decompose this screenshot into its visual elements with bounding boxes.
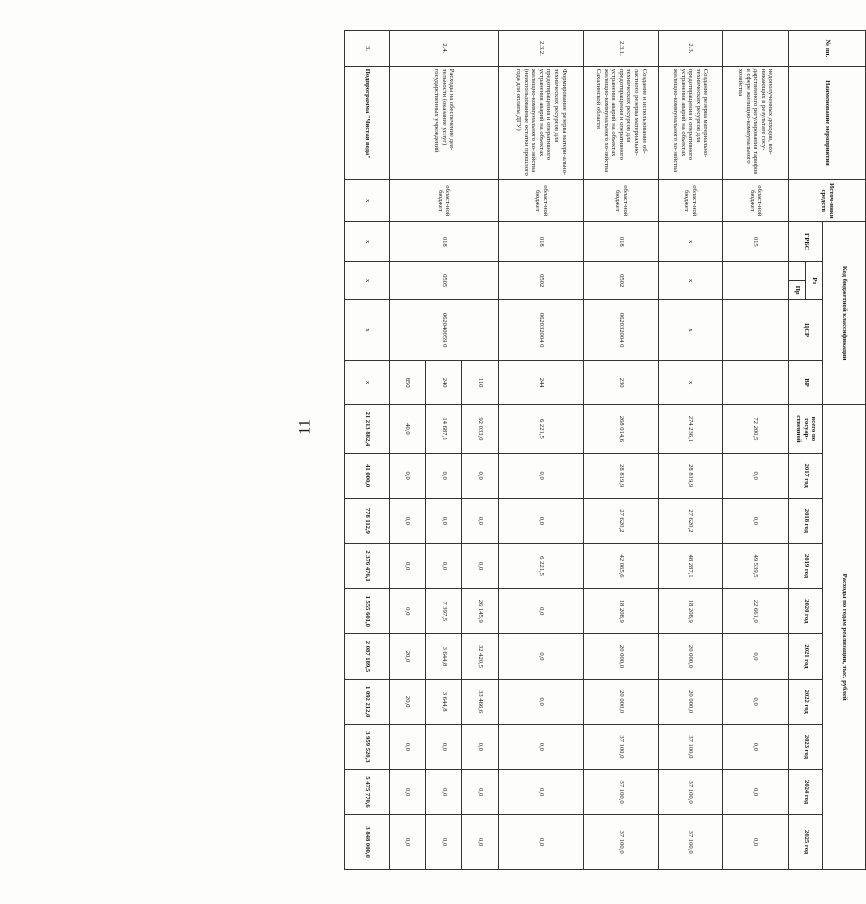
cell-value: 0,0 (722, 498, 788, 543)
cell-value: 26 145,9 (462, 589, 498, 634)
cell-grbs: 018 (584, 222, 659, 262)
header-rz-empty (789, 262, 806, 281)
header-year: 2020 год (789, 589, 823, 634)
cell-source: област-ной бюджет (658, 180, 722, 222)
cell-num: 3. (345, 31, 390, 67)
cell-value: 0,0 (389, 589, 425, 634)
header-year: 2021 год (789, 634, 823, 679)
cell-vr (722, 361, 788, 405)
cell-rzpr: 0505 (389, 262, 498, 300)
cell-value: 0,0 (498, 498, 583, 543)
cell-value: 28 819,9 (584, 453, 659, 498)
cell-value: 0,0 (426, 543, 462, 588)
cell-value: 18 208,9 (658, 589, 722, 634)
cell-value: 2 376 476,1 (345, 543, 390, 588)
table-row (722, 31, 788, 870)
cell-total: 6 221,5 (498, 405, 583, 453)
cell-value: 0,0 (498, 589, 583, 634)
cell-value: 0,0 (498, 815, 583, 870)
cell-value: 20 000,0 (584, 634, 659, 679)
cell-value: 37 100,0 (658, 724, 722, 769)
cell-value: 37 100,0 (584, 815, 659, 870)
cell-value: 27 620,2 (584, 498, 659, 543)
cell-name: Расходы на обеспечение дея-тельности (оказание услуг) государственных учреждений (389, 66, 498, 180)
header-year: 2018 год (789, 498, 823, 543)
header-rz: Рз (806, 262, 823, 300)
cell-source: х (345, 180, 390, 222)
cell-value: 37 100,0 (658, 815, 722, 870)
table-row (498, 31, 583, 870)
cell-total: 72 200,5 (722, 405, 788, 453)
cell-value: 3 848 000,0 (345, 815, 390, 870)
header-csr: ЦСР (789, 300, 823, 361)
cell-value: 0,0 (426, 498, 462, 543)
cell-value: 33 466,6 (462, 679, 498, 724)
header-vr: ВР (789, 361, 823, 405)
header-year: 2023 год (789, 724, 823, 769)
header-source: Источ-ники средств (789, 180, 866, 222)
cell-value: 0,0 (389, 769, 425, 814)
cell-num: 2.3.1. (584, 31, 659, 67)
cell-rzpr (722, 262, 788, 300)
cell-num: 2.4. (389, 31, 498, 67)
cell-num: 2.3.2. (498, 31, 583, 67)
cell-source: област-ной бюджет (722, 180, 788, 222)
cell-name: Формирование резерва матери-ально-технических ресурсов для предотвращения и оперативного устранения аварий на объектах жилищно-коммунального хо-зяйства (неиспользованные остатки прошлого года для оплаты ДГУ) (498, 66, 583, 180)
cell-value: 0,0 (498, 453, 583, 498)
cell-value: 0,0 (498, 634, 583, 679)
cell-value: 0,0 (389, 453, 425, 498)
cell-value: 22 661,0 (722, 589, 788, 634)
table-row (345, 31, 390, 870)
cell-csr (722, 300, 788, 361)
cell-grbs: х (658, 222, 722, 262)
cell-value: 20 000,0 (584, 679, 659, 724)
cell-value: 0,0 (722, 724, 788, 769)
cell-value: 0,0 (389, 498, 425, 543)
cell-value: 0,0 (722, 453, 788, 498)
cell-name: недополученных доходов, воз-никающих в результате госу-дарственного регулирования тарифов в сфере жилищно-коммунального хозяйства (722, 66, 788, 180)
cell-value: 18 208,9 (584, 589, 659, 634)
cell-value: 6 221,5 (498, 543, 583, 588)
header-year: 2017 год (789, 453, 823, 498)
cell-value: 37 100,0 (658, 769, 722, 814)
cell-value: 0,0 (722, 679, 788, 724)
cell-vr: 110 (462, 361, 498, 405)
cell-rzpr: х (345, 262, 390, 300)
cell-value: 0,0 (462, 498, 498, 543)
cell-value: 37 100,0 (584, 769, 659, 814)
cell-value: 5 475 770,6 (345, 769, 390, 814)
cell-value: 0,0 (462, 543, 498, 588)
cell-total: 40,0 (389, 405, 425, 453)
cell-grbs: 018 (389, 222, 498, 262)
header-grbs: ГРБС (789, 222, 823, 262)
cell-value: 3 644,8 (426, 634, 462, 679)
cell-value: 778 112,9 (345, 498, 390, 543)
budget-table-wrapper (344, 30, 866, 870)
cell-rzpr: 0502 (498, 262, 583, 300)
cell-value: 20,0 (389, 679, 425, 724)
cell-csr: 062032004 0 (498, 300, 583, 361)
header-year: 2022 год (789, 679, 823, 724)
cell-value: 27 620,2 (658, 498, 722, 543)
cell-csr: 062040059 0 (389, 300, 498, 361)
cell-source: област-ной бюджет (498, 180, 583, 222)
cell-source: област-ной бюджет (584, 180, 659, 222)
cell-value: 0,0 (498, 769, 583, 814)
table-row (658, 31, 722, 870)
cell-value: 0,0 (722, 769, 788, 814)
page-number: 11 (296, 419, 314, 435)
cell-value: 3 644,8 (426, 679, 462, 724)
cell-value: 37 100,0 (584, 724, 659, 769)
cell-grbs: 018 (498, 222, 583, 262)
cell-value: 1 555 601,0 (345, 589, 390, 634)
cell-value: 32 420,5 (462, 634, 498, 679)
cell-csr: х (658, 300, 722, 361)
cell-value: 20,0 (389, 634, 425, 679)
budget-table (344, 30, 866, 870)
cell-total: 21 213 882,4 (345, 405, 390, 453)
cell-value: 2 087 189,5 (345, 634, 390, 679)
cell-value: 41 000,0 (345, 453, 390, 498)
cell-value: 20 000,0 (658, 634, 722, 679)
cell-num (722, 31, 788, 67)
cell-value: 0,0 (389, 724, 425, 769)
cell-vr: 230 (584, 361, 659, 405)
cell-value: 0,0 (462, 769, 498, 814)
cell-name: Подпрограмма "Чистая вода" (345, 66, 390, 180)
cell-value: 0,0 (722, 634, 788, 679)
cell-source: област-ной бюджет (389, 180, 498, 222)
header-name: Наименование мероприятия (789, 66, 866, 180)
cell-total: 268 014,6 (584, 405, 659, 453)
header-year: 2025 год (789, 815, 823, 870)
cell-value: 0,0 (462, 724, 498, 769)
cell-value: 7 397,5 (426, 589, 462, 634)
cell-value: 0,0 (462, 815, 498, 870)
cell-value: 0,0 (426, 724, 462, 769)
cell-value: 0,0 (426, 769, 462, 814)
cell-name: Создание и использование об-ластного резерва материально-технических ресурсов для предотвращения и оперативного устранения аварий на объектах жилищно-коммунального хо-зяйства Сахалинской области (584, 66, 659, 180)
cell-total: 92 033,0 (462, 405, 498, 453)
header-budget-code: Код бюджетной классификации (823, 222, 866, 405)
cell-total: 274 236,1 (658, 405, 722, 453)
cell-value: 0,0 (498, 724, 583, 769)
cell-vr: 240 (426, 361, 462, 405)
cell-vr: х (345, 361, 390, 405)
header-total: всего по госуар-ственной (789, 405, 823, 453)
table-row (584, 31, 659, 870)
cell-vr: 244 (498, 361, 583, 405)
cell-value: 48 287,1 (658, 543, 722, 588)
cell-vr: 850 (389, 361, 425, 405)
cell-name: Создание резерва материально-технических ресурсов для предотвращения и оперативного устранения аварий на объектах жилищно-коммунального хо-зяйства (658, 66, 722, 180)
cell-value: 1 092 212,0 (345, 679, 390, 724)
cell-value: 0,0 (426, 453, 462, 498)
header-year: 2019 год (789, 543, 823, 588)
cell-value: 0,0 (498, 679, 583, 724)
cell-value: 0,0 (389, 543, 425, 588)
cell-value: 3 959 520,3 (345, 724, 390, 769)
cell-value: 0,0 (426, 815, 462, 870)
cell-rzpr: 0502 (584, 262, 659, 300)
cell-grbs: 015 (722, 222, 788, 262)
table-row (462, 31, 498, 870)
header-year: 2024 год (789, 769, 823, 814)
cell-grbs: х (345, 222, 390, 262)
cell-value: 20 000,0 (658, 679, 722, 724)
header-expenses: Расходы по годам реализации, тыс. рублей (823, 405, 866, 870)
cell-value: 0,0 (389, 815, 425, 870)
cell-value: 0,0 (462, 453, 498, 498)
cell-value: 28 819,9 (658, 453, 722, 498)
cell-value: 0,0 (722, 815, 788, 870)
cell-csr: 062032004 0 (584, 300, 659, 361)
cell-csr: х (345, 300, 390, 361)
cell-rzpr: х (658, 262, 722, 300)
cell-total: 14 687,1 (426, 405, 462, 453)
cell-vr: х (658, 361, 722, 405)
cell-num: 2.3. (658, 31, 722, 67)
header-num: № пп. (789, 31, 866, 67)
cell-value: 42 065,6 (584, 543, 659, 588)
header-pr: Пр (789, 281, 806, 300)
cell-value: 49 539,5 (722, 543, 788, 588)
